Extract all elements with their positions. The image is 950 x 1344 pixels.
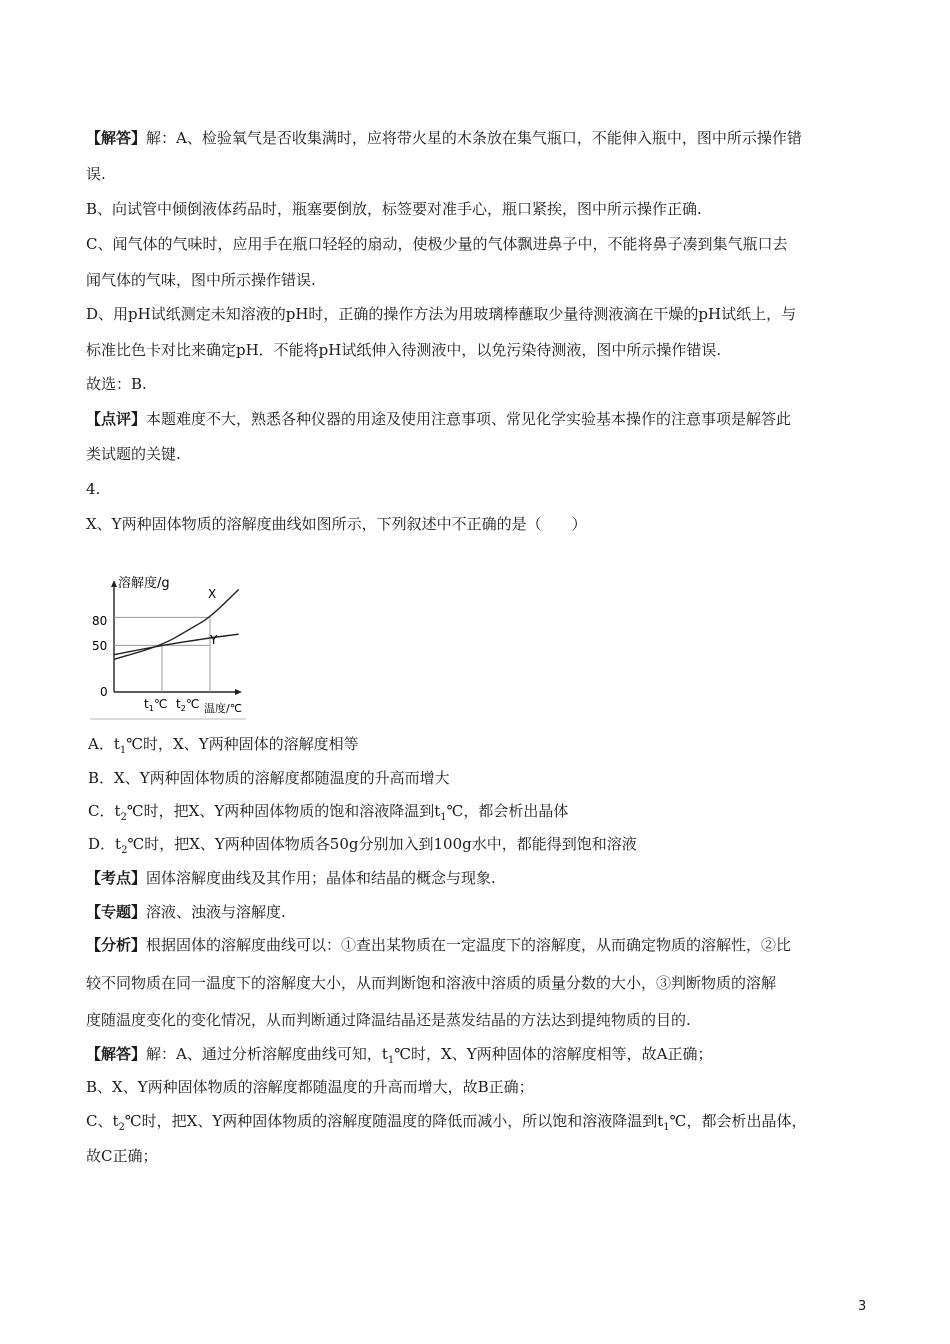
x-axis-label: 温度/℃ [204, 702, 243, 715]
page-number: 3 [858, 1299, 867, 1314]
jieda-line-b: B、X、Y两种固体物质的溶解度都随温度的升高而增大，故B正确； [86, 1078, 534, 1096]
option-c: C．$t_2℃$时，把X、Y两种固体物质的饱和溶液降温到$t_1℃$，都会析出晶体 [88, 802, 569, 823]
fenxi-line-1: 【分析】根据固体的溶解度曲线可以：①查出某物质在一定温度下的溶解度，从而确定物质的溶解性，②比 [86, 936, 792, 954]
answer-line-2: 误. [86, 165, 106, 183]
option-b: B．X、Y两种固体物质的溶解度都随温度的升高而增大 [88, 769, 450, 787]
kaodian-label: 【考点】 [86, 869, 147, 887]
x-tick-t2: $t_2℃$ [176, 697, 200, 713]
option-c-explanation-2: 闻气体的气味，图中所示操作错误. [86, 271, 316, 289]
jieda-label: 【解答】 [86, 1045, 147, 1063]
question-stem: X、Y两种固体物质的溶解度曲线如图所示，下列叙述中不正确的是（ ） [86, 515, 587, 533]
jieda-line-c-2: 故C正确； [86, 1147, 158, 1165]
y-tick-50: 50 [92, 639, 108, 653]
choice-line: 故选：B. [86, 375, 147, 393]
origin-label: 0 [100, 685, 108, 699]
option-d-explanation-2: 标准比色卡对比来确定pH．不能将pH试纸伸入待测液中，以免污染待测液，图中所示操作错误. [86, 341, 722, 359]
series-label-x: X [208, 587, 217, 601]
zhuanti-line: 【专题】溶液、浊液与溶解度. [86, 903, 286, 921]
comment-label: 【点评】 [86, 410, 147, 428]
option-c-explanation-1: C、闻气体的气味时，应用手在瓶口轻轻的扇动，使极少量的气体飘进鼻子中，不能将鼻子凑到集气瓶口去 [86, 235, 788, 253]
kaodian-line: 【考点】固体溶解度曲线及其作用；晶体和结晶的概念与现象. [86, 869, 496, 887]
x-axis-arrow [235, 689, 242, 695]
answer-label: 【解答】 [86, 129, 147, 147]
answer-line-1: 【解答】解：A、检验氧气是否收集满时，应将带火星的木条放在集气瓶口，不能伸入瓶中，图中所示操作错 [86, 129, 802, 147]
jieda-line-c: C、$t_2℃$时，把X、Y两种固体物质的溶解度随温度的降低而减小，所以饱和溶液降温到$t_1℃$，都会析出晶体， [86, 1112, 807, 1133]
option-d-explanation-1: D、用pH试纸测定未知溶液的pH时，正确的操作方法为用玻璃棒蘸取少量待测液滴在干燥的pH试纸上，与 [86, 305, 797, 323]
fenxi-line-3: 度随温度变化的变化情况，从而判断通过降温结晶还是蒸发结晶的方法达到提纯物质的目的. [86, 1011, 691, 1029]
x-tick-t1: $t_1℃$ [144, 697, 168, 713]
y-axis-arrow [111, 580, 117, 587]
option-a: A．$t_1℃$时，X、Y两种固体的溶解度相等 [88, 735, 359, 756]
zhuanti-label: 【专题】 [86, 903, 147, 921]
series-label-y: Y [210, 633, 218, 647]
series-curve-x [114, 589, 239, 659]
plot-layer [114, 589, 239, 692]
y-axis-label: 溶解度/g [118, 576, 170, 591]
option-d: D．$t_2℃$时，把X、Y两种固体物质各50g分别加入到100g水中，都能得到饱和溶液 [88, 835, 637, 856]
fenxi-line-2: 较不同物质在同一温度下的溶解度大小，从而判断饱和溶液中溶质的质量分数的大小，③判断物质的溶解 [86, 974, 777, 992]
solubility-chart [88, 574, 248, 720]
solubility-chart-svg [88, 574, 248, 720]
jieda-line-a: 【解答】解：A、通过分析溶解度曲线可知，$t_1℃$时，X、Y两种固体的溶解度相等，故A正确； [86, 1045, 713, 1066]
fenxi-label: 【分析】 [86, 936, 147, 954]
y-tick-80: 80 [92, 614, 108, 628]
comment-line-1: 【点评】本题难度不大，熟悉各种仪器的用途及使用注意事项、常见化学实验基本操作的注意事项是解答此 [86, 410, 792, 428]
option-b-explanation: B、向试管中倾倒液体药品时，瓶塞要倒放，标签要对准手心，瓶口紧挨，图中所示操作正确. [86, 200, 702, 218]
comment-line-2: 类试题的关键. [86, 445, 181, 463]
question-number: 4. [86, 480, 101, 498]
